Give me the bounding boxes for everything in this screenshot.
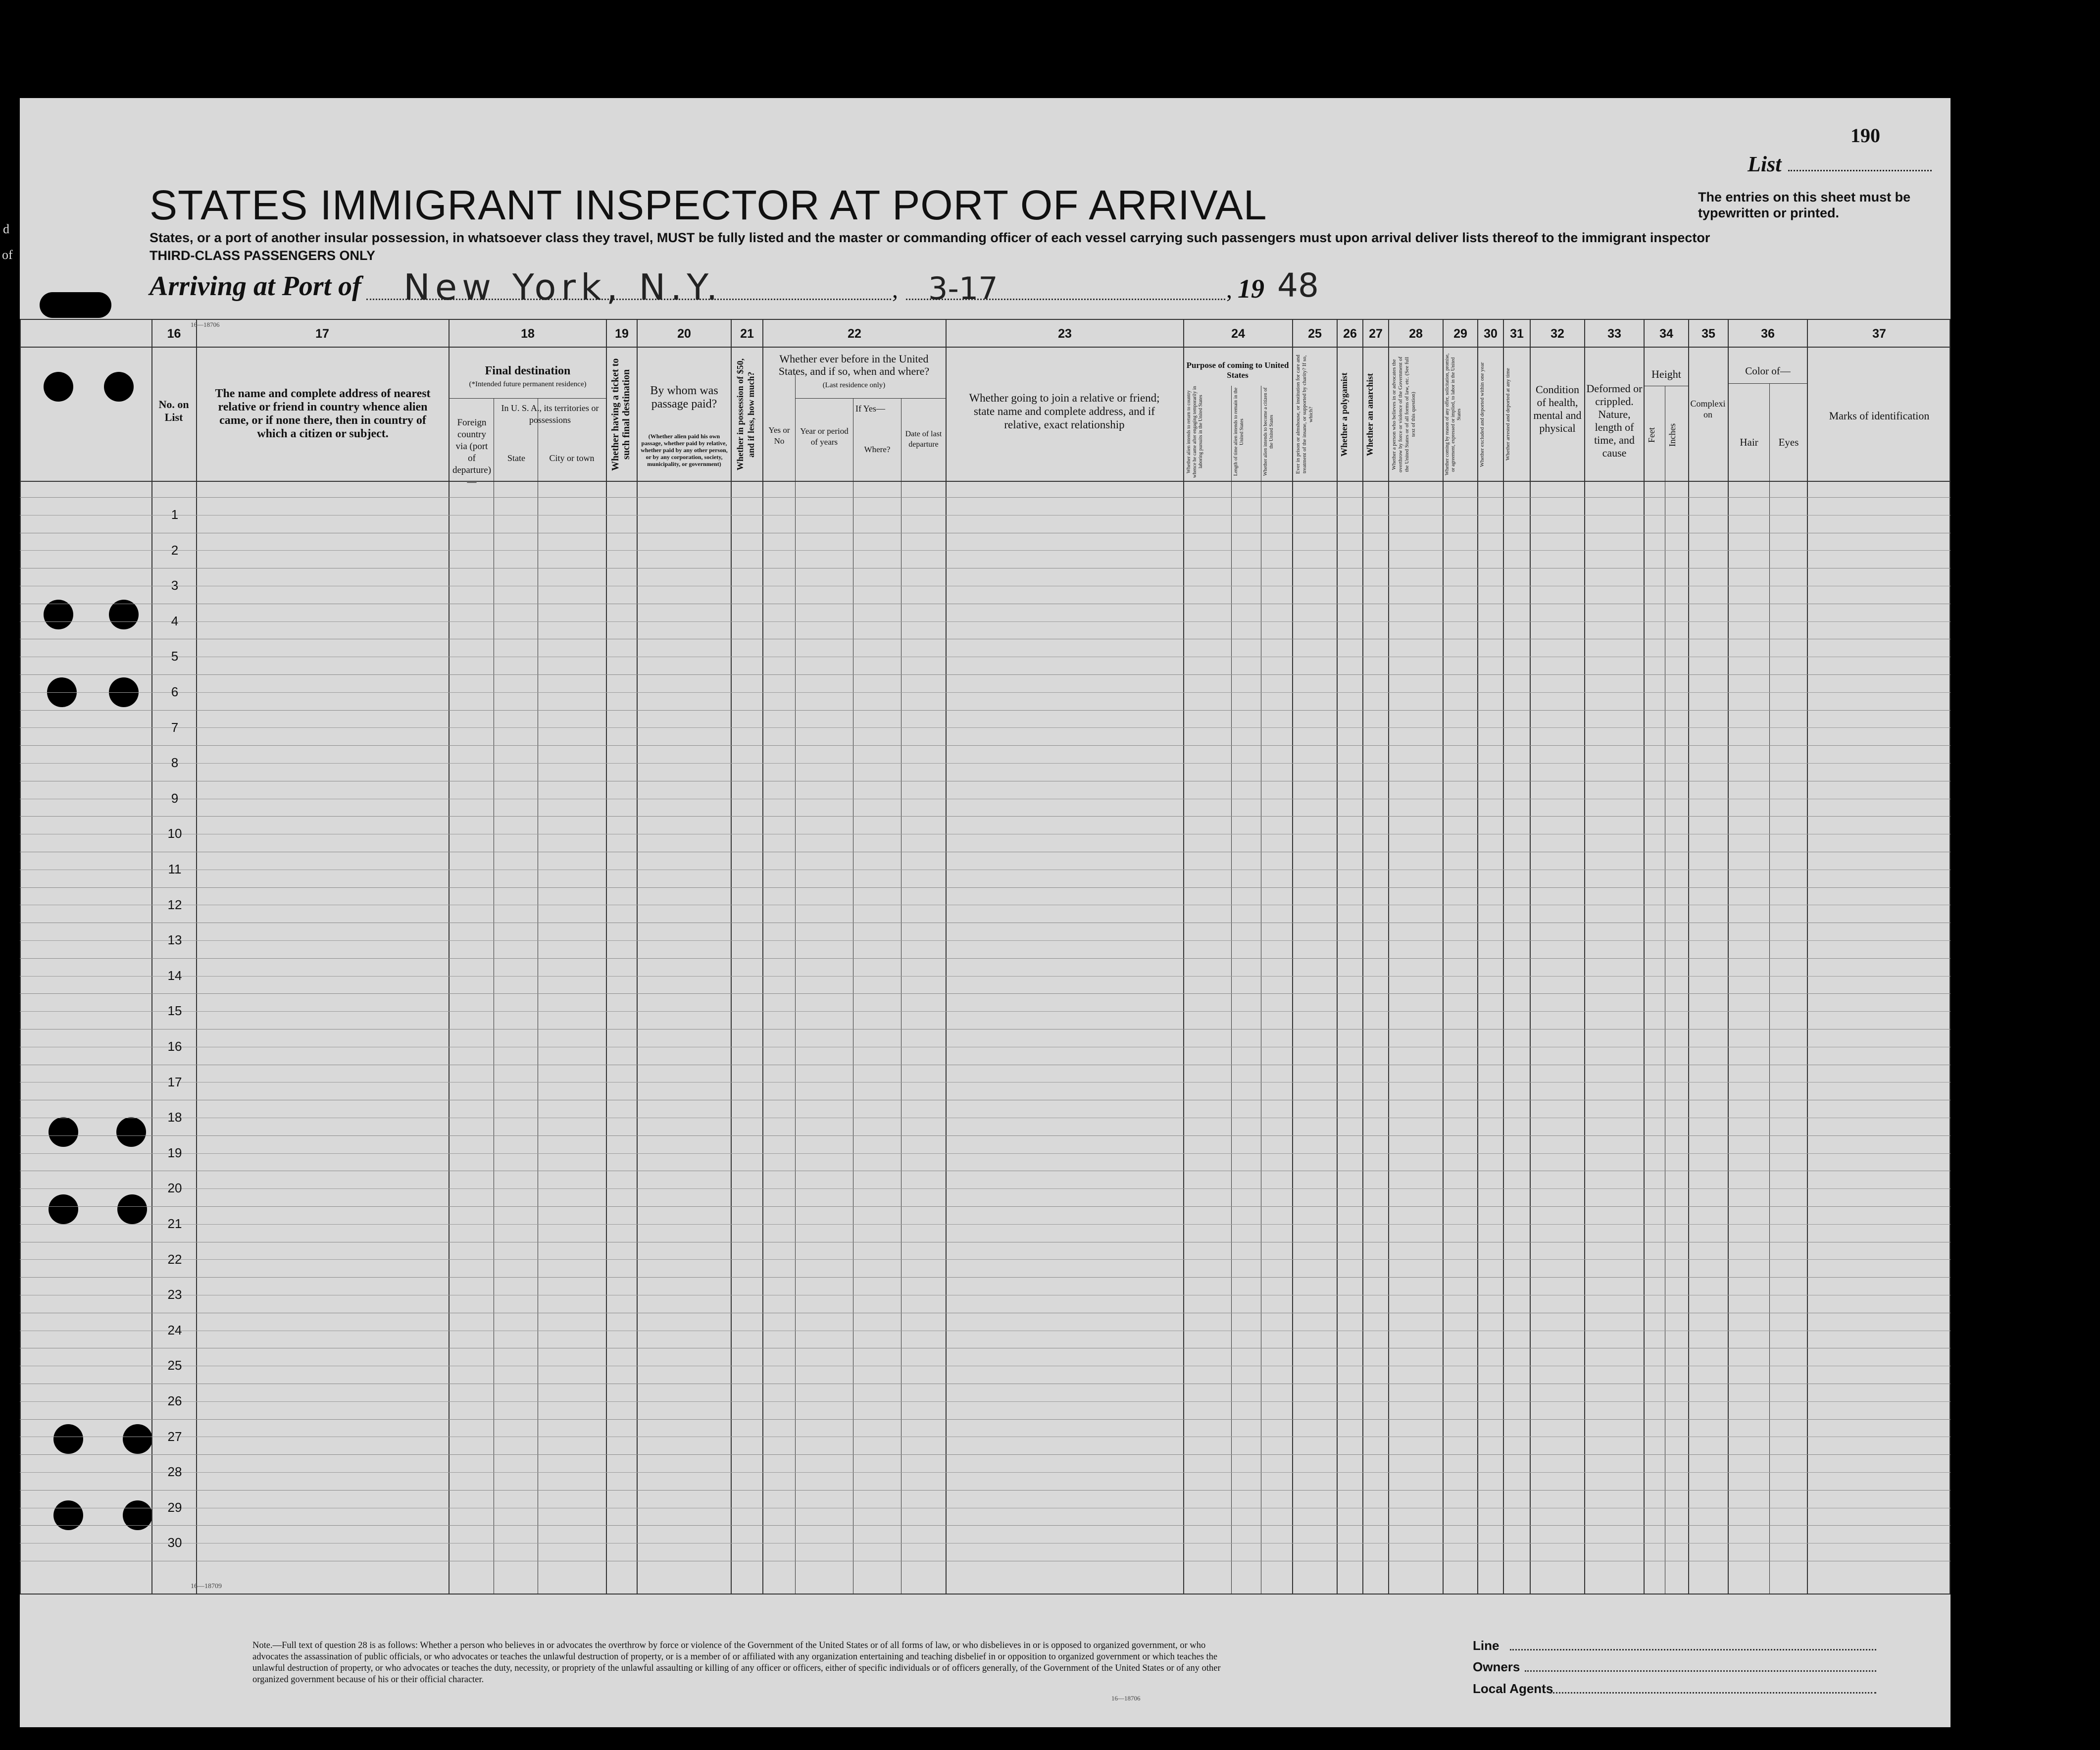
header-passage-paid: By whom was passage paid? — [650, 384, 718, 411]
question-28-note: Note.—Full text of question 28 is as follows: Whether a person who believes in or advocates the overthrow by force or violence of the Government of the United States or of all forms of law, or who disbelieves in or is opposed to organized government, or who advocates the assassination of public officials, or who advocates or teaches the unlawful destruction of property, or is a member of or affiliated with any organization entertaining and teaching disbelief in or opposition to organized government or which teaches the unlawful destruction of property, or who advocates or teaches the duty, necessity, or propriety of the unlawful assaulting or killing of any officer or officers, either of specific individuals or of officers generally, of the Government of the United States or of any other organized government because of his or their official character. — [252, 1641, 1221, 1685]
row-number: 27 — [167, 1429, 182, 1444]
separator: , — [892, 277, 898, 303]
column-divider — [1584, 319, 1585, 1594]
row-number: 12 — [167, 897, 182, 912]
column-divider — [1644, 319, 1645, 1594]
header-final-destination-note: (*Intended future permanent residence) — [469, 380, 587, 388]
header-join-relative: Whether going to join a relative or friend; state name and complete address, and if relative, exact relationship — [969, 392, 1160, 431]
column-number: 37 — [1872, 327, 1886, 341]
row-rule — [20, 1525, 1950, 1526]
column-number: 33 — [1607, 327, 1621, 341]
subtitle-line: States, or a port of another insular possession, in whatsoever class they travel, MUST be fully listed and the master or commanding officer of each vessel carrying such passengers must upon arrival deliver lists thereof to the immigrant inspector — [150, 230, 1710, 245]
form-code: 16—18706 — [191, 321, 220, 328]
column-divider — [1503, 319, 1504, 1594]
row-number: 21 — [167, 1216, 182, 1231]
header-last-departure: Date of last departure — [905, 430, 942, 449]
header-years: Year or period of years — [800, 426, 849, 447]
column-number: 18 — [521, 327, 535, 341]
column-divider — [1362, 319, 1363, 1594]
column-divider — [449, 319, 450, 1594]
row-rule — [20, 1419, 1950, 1420]
row-rule — [20, 1135, 1950, 1136]
row-rule — [20, 1206, 1950, 1207]
column-number: 19 — [615, 327, 629, 341]
clip-mark — [40, 292, 111, 318]
row-number: 8 — [171, 755, 179, 770]
subcolumn-divider — [1231, 386, 1232, 1594]
row-number: 6 — [171, 684, 179, 699]
header-usa: In U. S. A., its territories or possessions — [501, 403, 599, 425]
entries-note: The entries on this sheet must be typewritten or printed. — [1698, 190, 1911, 220]
subcolumn-divider — [795, 373, 796, 1594]
column-number: 24 — [1231, 327, 1245, 341]
row-rule — [20, 816, 1950, 817]
header-yes-no: Yes or No — [768, 425, 790, 446]
row-number: 30 — [167, 1535, 182, 1550]
row-rule — [20, 1277, 1950, 1278]
year-handwriting: 48 — [1277, 266, 1319, 305]
header-ticket: Whether having a ticket to such final destination — [610, 358, 632, 471]
header-no-on-list: No. on List — [158, 398, 189, 423]
header-eyes: Eyes — [1778, 436, 1799, 448]
column-number: 22 — [848, 327, 861, 341]
row-number: 18 — [167, 1110, 182, 1125]
column-divider — [1183, 319, 1184, 1594]
page-title: STATES IMMIGRANT INSPECTOR AT PORT OF ARRIVAL — [150, 182, 1267, 228]
form-code: 16—18706 — [1111, 1695, 1141, 1702]
header-offer-labor: Whether coming by reason of any offer, solicitation, promise, or agreement, expressed or implied, to labor in the United States — [1445, 353, 1462, 476]
row-number: 5 — [171, 649, 179, 664]
header-anarchist: Whether an anarchist — [1365, 373, 1375, 456]
column-number: 34 — [1659, 327, 1673, 341]
subtitle-line: THIRD-CLASS PASSENGERS ONLY — [150, 248, 376, 263]
column-number: 32 — [1550, 327, 1564, 341]
subheader-rule — [449, 398, 606, 399]
row-number: 29 — [167, 1500, 182, 1515]
separator: , — [1226, 277, 1232, 303]
header-city: City or town — [549, 453, 595, 463]
header-ever-before-note: (Last residence only) — [822, 381, 886, 389]
column-number: 21 — [740, 327, 754, 341]
port-handwriting: New York, N.Y. — [403, 266, 723, 308]
header-purpose: Purpose of coming to United States — [1186, 360, 1289, 380]
arriving-label: Arriving at Port of — [150, 271, 361, 302]
row-number: 19 — [167, 1145, 182, 1160]
header-purpose-length: Length of time alien intends to remain in the United States — [1233, 387, 1245, 476]
header-where: Where? — [864, 445, 891, 454]
row-number: 22 — [167, 1252, 182, 1267]
header-feet: Feet — [1647, 427, 1656, 443]
row-rule — [20, 940, 1950, 941]
date-handwriting: 3-17 — [928, 270, 998, 307]
column-number: 25 — [1308, 327, 1322, 341]
list-label: List — [1748, 152, 1782, 176]
column-divider — [1728, 319, 1729, 1594]
column-number: 27 — [1369, 327, 1383, 341]
table-header-rule — [20, 481, 1950, 482]
row-rule — [20, 1454, 1950, 1455]
row-rule — [20, 727, 1950, 728]
column-divider — [1530, 319, 1531, 1594]
header-arrested: Whether arrested and deported at any time — [1505, 368, 1511, 461]
header-passage-note: (Whether alien paid his own passage, whether paid by relative, whether paid by any other person, or by any corporation, society, municipality, or government) — [641, 433, 728, 467]
column-number: 31 — [1510, 327, 1524, 341]
row-number: 3 — [171, 578, 179, 593]
row-number: 14 — [167, 968, 182, 983]
column-divider — [762, 319, 763, 1594]
column-number: 36 — [1761, 327, 1775, 341]
column-divider — [1807, 319, 1808, 1594]
form-code: 16—18709 — [191, 1583, 222, 1590]
header-prison: Ever in prison or almshouse, or institution for care and treatment of the insane, or supported by charity? If so, which? — [1295, 355, 1314, 474]
line-field — [1510, 1649, 1876, 1650]
manifest-table — [20, 319, 1950, 1594]
header-color-of: Color of— — [1745, 365, 1791, 377]
header-complexion: Complexion — [1690, 399, 1726, 419]
row-rule — [20, 674, 1950, 675]
header-hair: Hair — [1740, 436, 1758, 448]
header-height: Height — [1651, 368, 1681, 380]
row-rule — [20, 1472, 1950, 1473]
row-number: 28 — [167, 1464, 182, 1479]
header-if-yes: If Yes— — [855, 404, 885, 413]
subtitle — [150, 229, 1710, 264]
column-number: 17 — [315, 327, 329, 341]
margin-fragment: of — [2, 248, 13, 262]
row-number: 15 — [167, 1003, 182, 1018]
column-divider — [1477, 319, 1478, 1594]
owners-field — [1525, 1670, 1876, 1672]
column-divider — [731, 319, 732, 1594]
row-rule — [20, 976, 1950, 977]
row-rule — [20, 763, 1950, 764]
row-rule — [20, 1188, 1950, 1189]
row-rule — [20, 993, 1950, 994]
row-rule — [20, 692, 1950, 693]
row-number: 11 — [168, 862, 182, 876]
row-number: 23 — [167, 1287, 182, 1302]
column-number: 29 — [1453, 327, 1467, 341]
header-final-destination: Final destination — [485, 364, 571, 377]
row-number: 13 — [167, 932, 182, 947]
header-overthrow: Whether a person who believes in or advocates the overthrow by force or violence of the Government of the United States or of all forms of law, etc. (See full text of this question) — [1391, 357, 1416, 472]
header-deformed: Deformed or crippled. Nature, length of time, and cause — [1586, 382, 1643, 459]
column-divider — [1292, 319, 1293, 1594]
header-polygamist: Whether a polygamist — [1339, 372, 1349, 457]
row-number: 16 — [167, 1039, 182, 1054]
header-nearest-relative: The name and complete address of nearest relative or friend in country whence alien came, or if none there, then in country of which a citizen or subject. — [215, 387, 431, 440]
list-line — [1788, 170, 1932, 171]
row-rule — [20, 1011, 1950, 1012]
row-rule — [20, 1490, 1950, 1491]
table-colnum-rule — [20, 347, 1950, 348]
row-rule — [20, 1543, 1950, 1544]
header-fifty-dollars: Whether in possession of $50, and if less, how much? — [735, 358, 756, 471]
column-number: 30 — [1484, 327, 1498, 341]
row-number: 24 — [167, 1323, 182, 1338]
column-number: 28 — [1409, 327, 1423, 341]
header-purpose-citizen: Whether alien intends to become a citizen of the United States — [1263, 387, 1274, 476]
manifest-sheet — [20, 98, 1950, 1727]
row-rule — [20, 710, 1950, 711]
row-number: 2 — [171, 543, 179, 558]
column-number: 23 — [1058, 327, 1072, 341]
row-number: 26 — [167, 1393, 182, 1408]
header-state: State — [507, 453, 525, 463]
row-number: 4 — [171, 614, 179, 628]
column-divider — [606, 319, 607, 1594]
table-bottom-rule — [20, 1594, 1950, 1595]
row-rule — [20, 958, 1950, 959]
column-number: 35 — [1701, 327, 1715, 341]
subheader-rule — [1728, 383, 1807, 384]
header-inches: Inches — [1667, 423, 1677, 447]
subheader-rule — [795, 398, 946, 399]
row-number: 10 — [167, 826, 182, 841]
row-number: 7 — [171, 720, 179, 735]
column-divider — [946, 319, 947, 1594]
header-excluded: Whether excluded and deported within one year — [1479, 362, 1485, 467]
row-number: 17 — [167, 1075, 182, 1089]
row-rule — [20, 550, 1950, 551]
row-rule — [20, 1153, 1950, 1154]
header-health: Condition of health, mental and physical — [1533, 383, 1582, 434]
subcolumn-divider — [1769, 383, 1770, 1594]
row-rule — [20, 1259, 1950, 1260]
row-rule — [20, 745, 1950, 746]
column-number: 16 — [167, 327, 181, 341]
row-rule — [20, 1224, 1950, 1225]
header-purpose-return: Whether alien intends to return to country whence he came after engaging temporarily in laboring pursuits in the United States — [1186, 386, 1203, 478]
line-label: Line — [1473, 1638, 1500, 1653]
header-foreign-country: Foreign country via (port of departure)— — [452, 417, 492, 487]
column-number: 20 — [677, 327, 691, 341]
column-divider — [1388, 319, 1389, 1594]
header-ever-before: Whether ever before in the United States, and if so, when and where? — [778, 353, 930, 377]
year-prefix: 19 — [1238, 274, 1264, 304]
row-rule — [20, 1401, 1950, 1402]
row-rule — [20, 621, 1950, 622]
row-number: 1 — [171, 507, 179, 522]
row-rule — [20, 887, 1950, 888]
column-divider — [1443, 319, 1444, 1594]
row-number: 20 — [167, 1181, 182, 1195]
list-number: 190 — [1850, 124, 1880, 147]
table-top-rule — [20, 319, 1950, 320]
row-number: 9 — [171, 791, 179, 806]
owners-label: Owners — [1473, 1659, 1520, 1674]
row-rule — [20, 497, 1950, 498]
column-divider — [637, 319, 638, 1594]
margin-fragment: d — [3, 222, 9, 236]
local-agents-field — [1550, 1692, 1876, 1694]
column-divider — [20, 319, 21, 1594]
row-number: 25 — [167, 1358, 182, 1373]
column-divider — [1337, 319, 1338, 1594]
column-divider — [1688, 319, 1689, 1594]
local-agents-label: Local Agents — [1473, 1681, 1553, 1696]
column-number: 26 — [1343, 327, 1357, 341]
header-marks: Marks of identification — [1829, 410, 1930, 422]
